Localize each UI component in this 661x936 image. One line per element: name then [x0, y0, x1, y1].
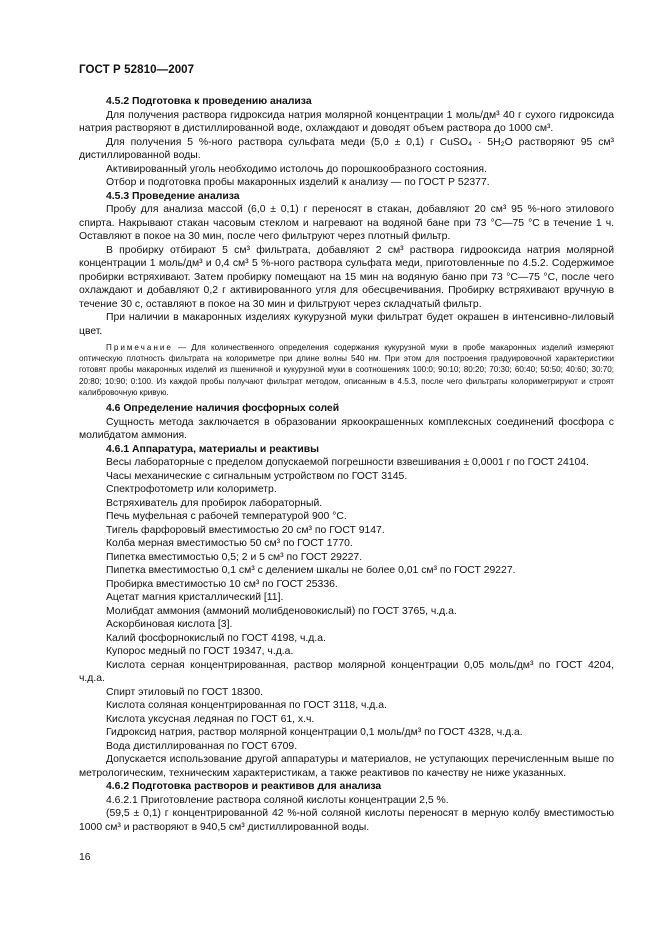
list-item: Тигель фарфоровый вместимостью 20 см³ по ГОСТ 9147.: [106, 524, 385, 536]
list-item: Калий фосфорнокислый по ГОСТ 4198, ч.д.а.: [106, 632, 326, 644]
document-body: [79, 95, 614, 834]
list-item: Аскорбиновая кислота [3].: [106, 619, 233, 631]
document-header: ГОСТ Р 52810—2007: [79, 64, 195, 76]
paragraph: Сущность метода заключается в образовании яркоокрашенных комплексных соединений фосфора с молибдатом аммония.: [79, 416, 614, 442]
paragraph: В пробирку отбирают 5 см³ фильтрата, добавляют 2 см³ раствора гидрооксида натрия молярной концентрации 1 моль/дм³ и 0,4 см³ 5 %-ного раствора сульфата меди, приготовленные по 4.5.2. Содержимое пробирки встряхивают. Затем пробирку помещают на 15 мин на водяную баню при 73 °C—75 °C, после чего охлаждают и добавляют 0,2 г активированного угля для обесцвечивания. Пробирку встряхивают вручную в течение 30 с, оставляют в покое на 30 мин и фильтруют через складчатый фильтр.: [79, 244, 614, 310]
section-4-5-3-title: 4.5.3 Проведение анализа: [106, 190, 240, 202]
list-item: Кислота уксусная ледяная по ГОСТ 61, х.ч.: [106, 713, 315, 725]
paragraph: (59,5 ± 0,1) г концентрированной 42 %-ной соляной кислоты переносят в мерную колбу вместимостью 1000 см³ и растворяют в 940,5 см³ дистиллированной воды.: [79, 808, 614, 833]
list-item: Колба мерная вместимостью 50 см³ по ГОСТ 1770.: [106, 538, 353, 550]
list-item: Часы механические с сигнальным устройством по ГОСТ 3145.: [106, 470, 408, 482]
section-4-6-2-title: 4.6.2 Подготовка растворов и реактивов для анализа: [106, 781, 382, 793]
paragraph: Активированный уголь необходимо истолочь до порошкообразного состояния.: [106, 163, 487, 175]
list-item: Пробирка вместимостью 10 см³ по ГОСТ 25336.: [106, 578, 338, 590]
list-item: Ацетат магния кристаллический [11].: [106, 592, 284, 604]
section-4-6-1-title: 4.6.1 Аппаратура, материалы и реактивы: [106, 443, 320, 455]
list-item: Спирт этиловый по ГОСТ 18300.: [106, 686, 263, 698]
paragraph: Отбор и подготовка пробы макаронных изделий к анализу — по ГОСТ Р 52377.: [106, 177, 490, 188]
list-item: Кислота соляная концентрированная по ГОСТ 3118, ч.д.а.: [106, 700, 387, 712]
list-item: Пипетка вместимостью 0,1 см³ с делением шкалы не более 0,01 см³ по ГОСТ 29227.: [106, 565, 516, 577]
list-item: Весы лабораторные с пределом допускаемой погрешности взвешивания ± 0,0001 г по ГОСТ 24104.: [106, 457, 589, 469]
list-item: Встряхиватель для пробирок лабораторный.: [106, 497, 323, 509]
list-item: Печь муфельная с рабочей температурой 900 °C.: [106, 511, 347, 523]
paragraph: Для получения 5 %-ного раствора сульфата меди (5,0 ± 0,1) г CuSO₄ · 5H₂O растворяют 95 см³ дистиллированной воды.: [79, 136, 614, 161]
list-item: Гидроксид натрия, раствор молярной концентрации 0,1 моль/дм³ по ГОСТ 4328, ч.д.а.: [106, 727, 523, 739]
section-4-5-2-title: 4.5.2 Подготовка к проведению анализа: [106, 96, 312, 107]
list-item: Допускается использование другой аппаратуры и материалов, не уступающих перечисленным выше по метрологическим, техническим характеристикам, а также реактивов по качеству не ниже указанных.: [79, 754, 614, 779]
note-text: — Для количественного определения содержания кукурузной муки в пробе макаронных изделий измеряют оптическую плотность фильтрата на колориметре при длине волны 540 нм. При этом для построения градуировочной характеристики готовят пробы макаронных изделий из пшеничной и кукурузной муки в соотношениях 100:0; 90:10; 80:20; 70:30; 60:40; 50:50; 40:60; 30:70; 20:80; 10:90; 0:100. Из каждой пробы получают фильтрат методом, описанным в 4.5.3, после чего фильтраты колориметрируют и строят калибровочную кривую.: [79, 343, 614, 397]
section-4-6-title: 4.6 Определение наличия фосфорных солей: [106, 403, 340, 415]
list-item: Молибдат аммония (аммоний молибденовокислый) по ГОСТ 3765, ч.д.а.: [106, 605, 457, 617]
list-item: Вода дистиллированная по ГОСТ 6709.: [106, 740, 298, 752]
page-number: 16: [79, 852, 91, 863]
note-label: Примечание: [106, 343, 173, 352]
list-item: Купорос медный по ГОСТ 19347, ч.д.а.: [106, 646, 294, 658]
paragraph: При наличии в макаронных изделиях кукурузной муки фильтрат будет окрашен в интенсивно-лиловый цвет.: [79, 312, 614, 337]
paragraph: 4.6.2.1 Приготовление раствора соляной кислоты концентрации 2,5 %.: [106, 794, 449, 806]
list-item: Пипетка вместимостью 0,5; 2 и 5 см³ по ГОСТ 29227.: [106, 551, 363, 563]
list-item: Спектрофотометр или колориметр.: [106, 484, 277, 496]
note: [79, 342, 614, 398]
paragraph: Для получения раствора гидроксида натрия молярной концентрации 1 моль/дм³ 40 г сухого гидроксида натрия растворяют в дистиллированной воде, охлаждают и доводят объем раствора до 1000 см³.: [79, 109, 614, 134]
list-item: Кислота серная концентрированная, раствор молярной концентрации 0,05 моль/дм³ по ГОСТ 4204, ч.д.а.: [79, 659, 614, 685]
paragraph: Пробу для анализа массой (6,0 ± 0,1) г переносят в стакан, добавляют 20 см³ 95 %-ного этилового спирта. Накрывают стакан часовым стеклом и нагревают на водяной бане при 73 °C—75 °C в течение 1 ч. Оставляют в покое на 30 мин, после чего фильтруют через плотный фильтр.: [79, 204, 614, 242]
